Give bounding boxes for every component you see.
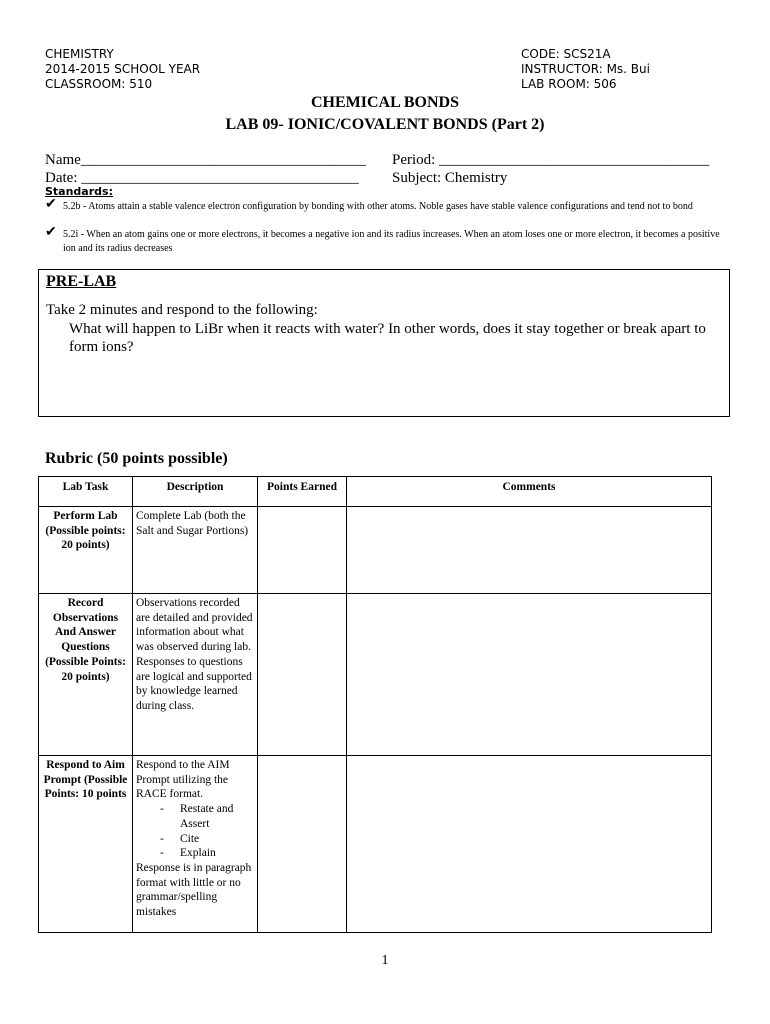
page-number: 1 [381, 953, 389, 968]
header-right [521, 47, 650, 92]
header-left [45, 47, 200, 92]
description-cell: Observations recorded are detailed and provided information about what was observed during lab. Responses to questions are logical and supported by knowledge learned during class. [133, 594, 258, 756]
name-field: Name______________________________________ [45, 152, 366, 168]
description-cell [133, 756, 258, 933]
description-intro: Respond to the AIM Prompt utilizing the RACE format. [136, 759, 230, 801]
header-instructor: INSTRUCTOR: Ms. Bui [521, 62, 650, 76]
comments-cell[interactable] [347, 756, 712, 933]
points-earned-cell[interactable] [258, 507, 347, 594]
document-subtitle: LAB 09- IONIC/COVALENT BONDS (Part 2) [225, 116, 545, 133]
period-field: Period: ____________________________________ [392, 152, 710, 168]
header-lab-room: LAB ROOM: 506 [521, 77, 617, 91]
race-list [136, 802, 254, 861]
standard-item [45, 197, 725, 214]
header-school-year: 2014-2015 SCHOOL YEAR [45, 62, 201, 76]
points-earned-cell[interactable] [258, 756, 347, 933]
header-code: CODE: SCS21A [521, 47, 611, 61]
standard-item [45, 225, 725, 256]
standard-text: 5.2b - Atoms attain a stable valence electron configuration by bonding with other atoms. Noble gases have stable valence configurations and tend not to bond [63, 201, 693, 212]
table-row [39, 594, 712, 756]
table-row [39, 756, 712, 933]
checkmark-icon: ✔ [45, 225, 57, 240]
header-subject: CHEMISTRY [45, 47, 114, 61]
column-header: Points Earned [258, 477, 347, 507]
list-item: - Cite [136, 832, 254, 847]
points-earned-cell[interactable] [258, 594, 347, 756]
prelab-question: What will happen to LiBr when it reacts with water? In other words, does it stay together or break apart to form ions? [69, 321, 706, 355]
comments-cell[interactable] [347, 594, 712, 756]
prelab-box [38, 269, 730, 417]
comments-cell[interactable] [347, 507, 712, 594]
table-header-row [39, 477, 712, 507]
document-title: CHEMICAL BONDS [310, 94, 460, 111]
rubric-table [38, 476, 712, 933]
prelab-instruction: Take 2 minutes and respond to the following: [46, 302, 318, 318]
lab-task-cell: Perform Lab (Possible points: 20 points) [39, 507, 133, 594]
rubric-title: Rubric (50 points possible) [45, 450, 228, 467]
description-outro: Response is in paragraph format with little or no grammar/spelling mistakes [136, 861, 252, 919]
lab-task-cell: Respond to Aim Prompt (Possible Points: 10 points [39, 756, 133, 933]
column-header: Lab Task [39, 477, 133, 507]
description-cell: Complete Lab (both the Salt and Sugar Portions) [133, 507, 258, 594]
list-item: - Restate and Assert [136, 802, 254, 831]
subject-field: Subject: Chemistry [392, 170, 508, 186]
standards-label: Standards: [45, 185, 113, 198]
date-field: Date: _____________________________________ [45, 170, 359, 186]
checkmark-icon: ✔ [45, 197, 57, 212]
column-header: Comments [347, 477, 712, 507]
prelab-title: PRE-LAB [46, 273, 117, 290]
standard-text: 5.2i - When an atom gains one or more electrons, it becomes a negative ion and its radius increases. When an atom loses one or more electron, it becomes a positive ion and its radius decreases [63, 229, 720, 254]
lab-task-cell: Record Observations And Answer Questions (Possible Points: 20 points) [39, 594, 133, 756]
column-header: Description [133, 477, 258, 507]
list-item: - Explain [136, 846, 254, 861]
header-classroom: CLASSROOM: 510 [45, 77, 153, 91]
table-row [39, 507, 712, 594]
